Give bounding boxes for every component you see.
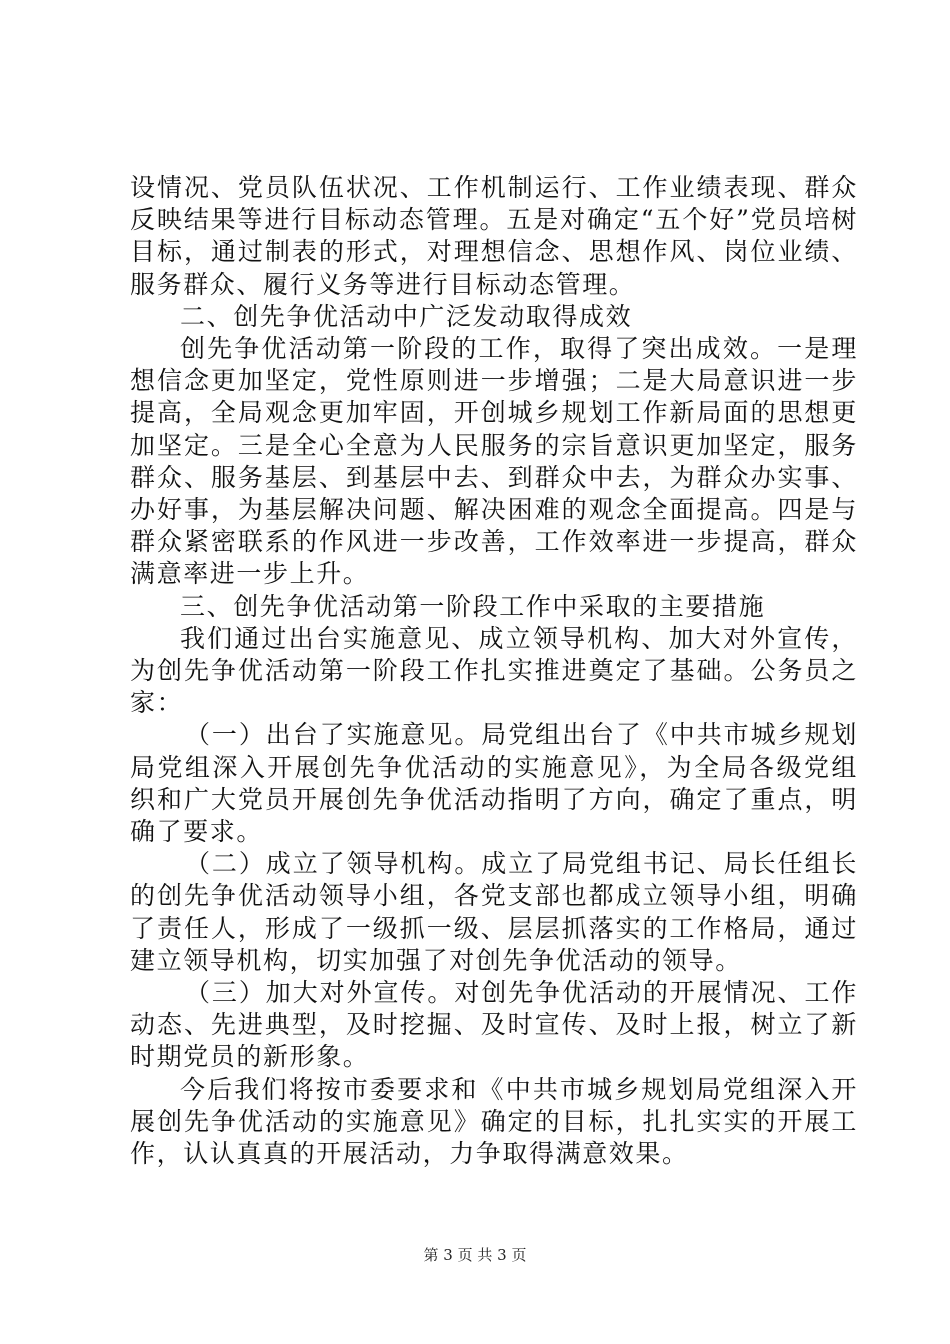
- paragraph-measure-3: （三）加大对外宣传。对创先争优活动的开展情况、工作动态、先进典型，及时挖掘、及时宣传、及时上报，树立了新时期党员的新形象。: [130, 978, 858, 1072]
- paragraph-measures-intro: 我们通过出台实施意见、成立领导机构、加大对外宣传，为创先争优活动第一阶段工作扎实推进奠定了基础。公务员之家：: [130, 623, 858, 718]
- section-heading-2: 二、创先争优活动中广泛发动取得成效: [180, 301, 633, 331]
- paragraph-measure-1: （一）出台了实施意见。局党组出台了《中共市城乡规划局党组深入开展创先争优活动的实施意见》，为全局各级党组织和广大党员开展创先争优活动指明了方向，确定了重点，明确了要求。: [130, 720, 858, 847]
- paragraph-measure-2: （二）成立了领导机构。成立了局党组书记、局长任组长的创先争优活动领导小组，各党支部也都成立领导小组，明确了责任人，形成了一级抓一级、层层抓落实的工作格局，通过建立领导机构，切实加强了对创先争优活动的领导。: [130, 849, 858, 975]
- page-number-footer: 第 3 页 共 3 页: [423, 1246, 527, 1264]
- paragraph-continuation: 设情况、党员队伍状况、工作机制运行、工作业绩表现、群众反映结果等进行目标动态管理。五是对确定“五个好”党员培树目标，通过制表的形式，对理想信念、思想作风、岗位业绩、服务群众、履行义务等进行目标动态管理。: [130, 173, 858, 299]
- paragraph-results: 创先争优活动第一阶段的工作，取得了突出成效。一是理想信念更加坚定，党性原则进一步增强；二是大局意识进一步提高，全局观念更加牢固，开创城乡规划工作新局面的思想更加坚定。三是全心全意为人民服务的宗旨意识更加坚定，服务群众、服务基层、到基层中去、到群众中去，为群众办实事、办好事，为基层解决问题、解决困难的观念全面提高。四是与群众紧密联系的作风进一步改善，工作效率进一步提高，群众满意率进一步上升。: [130, 334, 858, 589]
- document-body: [130, 172, 858, 1170]
- paragraph-conclusion: 今后我们将按市委要求和《中共市城乡规划局党组深入开展创先争优活动的实施意见》确定的目标，扎扎实实的开展工作，认认真真的开展活动，力争取得满意效果。: [130, 1074, 858, 1169]
- section-heading-3: 三、创先争优活动第一阶段工作中采取的主要措施: [180, 591, 766, 621]
